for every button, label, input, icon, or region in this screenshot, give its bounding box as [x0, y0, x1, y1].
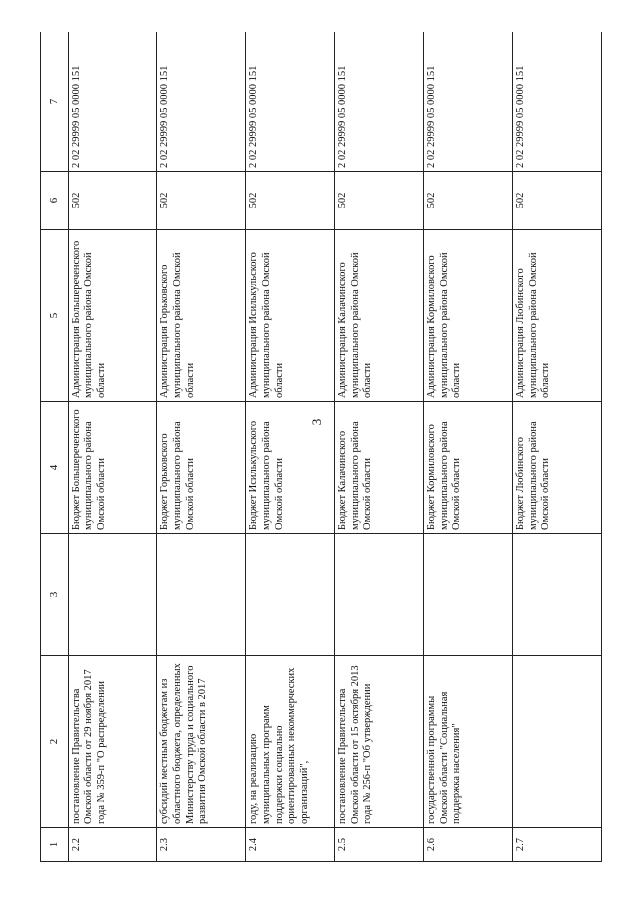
budget-table [40, 32, 602, 862]
kbk-code-cell: 2 02 29999 05 0000 151 [157, 32, 246, 172]
row-number: 2.4 [246, 828, 335, 862]
legal-basis-cell: государственной программы Омской области "Социальная поддержка населения" [424, 656, 513, 828]
table-row [246, 32, 335, 862]
col3-cell [157, 534, 246, 656]
table-row [335, 32, 424, 862]
header-cell: 3 [41, 534, 69, 656]
kbk-code-cell: 2 02 29999 05 0000 151 [424, 32, 513, 172]
legal-basis-cell [513, 656, 602, 828]
header-cell: 4 [41, 402, 69, 534]
admin-code-cell: 502 [68, 172, 157, 230]
admin-code-cell: 502 [335, 172, 424, 230]
legal-basis-cell: году, на реализацию муниципальных программ поддержки социально ориентированных некоммерческих организаций", [246, 656, 335, 828]
budget-cell: Бюджет Горьковского муниципального района Омской области [157, 402, 246, 534]
legal-basis-cell: постановление Правительства Омской области от 29 ноября 2017 года № 359-п "О распределении [68, 656, 157, 828]
administrator-cell: Администрация Любинского муниципального района Омской области [513, 230, 602, 402]
administrator-cell: Администрация Большереченского муниципального района Омской области [68, 230, 157, 402]
administrator-cell: Администрация Исилькульского муниципального района Омской области [246, 230, 335, 402]
row-number: 2.6 [424, 828, 513, 862]
row-number: 2.5 [335, 828, 424, 862]
budget-cell: Бюджет Калачинского муниципального района Омской области [335, 402, 424, 534]
col3-cell [68, 534, 157, 656]
legal-basis-cell: постановление Правительства Омской области от 15 октября 2013 года № 256-п "Об утверждении [335, 656, 424, 828]
header-cell: 6 [41, 172, 69, 230]
kbk-code-cell: 2 02 29999 05 0000 151 [246, 32, 335, 172]
header-cell: 7 [41, 32, 69, 172]
header-cell: 1 [41, 828, 69, 862]
row-number: 2.3 [157, 828, 246, 862]
budget-cell: Бюджет Большереченского муниципального района Омской области [68, 402, 157, 534]
budget-cell: Бюджет Исилькульского муниципального района Омской области [246, 402, 335, 534]
budget-cell: Бюджет Любинского муниципального района Омской области [513, 402, 602, 534]
table-row [424, 32, 513, 862]
table-row [68, 32, 157, 862]
administrator-cell: Администрация Калачинского муниципального района Омской области [335, 230, 424, 402]
admin-code-cell: 502 [513, 172, 602, 230]
col3-cell [335, 534, 424, 656]
administrator-cell: Администрация Горьковского муниципального района Омской области [157, 230, 246, 402]
table-row [157, 32, 246, 862]
rotated-table-region [40, 32, 602, 862]
kbk-code-cell: 2 02 29999 05 0000 151 [68, 32, 157, 172]
row-number: 2.2 [68, 828, 157, 862]
col3-cell [513, 534, 602, 656]
row-number: 2.7 [513, 828, 602, 862]
page-number: 3 [309, 418, 324, 426]
table-rotation-frame [40, 32, 602, 862]
header-cell: 5 [41, 230, 69, 402]
legal-basis-cell: субсидий местным бюджетам из областного бюджета, определенных Министерству труда и социального развития Омской области в 2017 [157, 656, 246, 828]
administrator-cell: Администрация Кормиловского муниципального района Омской области [424, 230, 513, 402]
admin-code-cell: 502 [246, 172, 335, 230]
table-header-row [41, 32, 69, 862]
kbk-code-cell: 2 02 29999 05 0000 151 [513, 32, 602, 172]
table-row [513, 32, 602, 862]
col3-cell [246, 534, 335, 656]
kbk-code-cell: 2 02 29999 05 0000 151 [335, 32, 424, 172]
admin-code-cell: 502 [424, 172, 513, 230]
budget-cell: Бюджет Кормиловского муниципального района Омской области [424, 402, 513, 534]
admin-code-cell: 502 [157, 172, 246, 230]
header-cell: 2 [41, 656, 69, 828]
col3-cell [424, 534, 513, 656]
